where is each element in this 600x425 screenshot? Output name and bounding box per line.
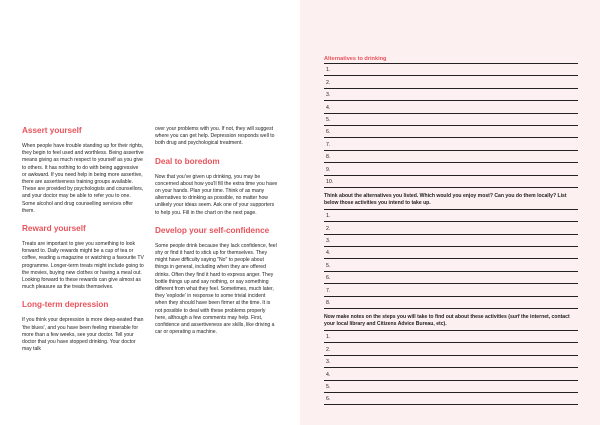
alternative-line[interactable]: [324, 138, 578, 150]
line-number: 10.: [326, 178, 334, 185]
assert-body: When people have trouble standing up for their rights, they begin to feel used and worthless. Being assertive means giving as much respect to yourself as you give to others. It has nothing to do with being aggressive or awkward. If you need help in being more assertive, there are assertiveness training groups available. These are provided by psychologists and counsellors, and your doctor may be able to refer you to one. Some alcohol and drug counselling services offer them.: [22, 143, 144, 214]
activities-list: [324, 210, 578, 309]
alternative-line[interactable]: [324, 101, 578, 113]
alternative-line[interactable]: [324, 89, 578, 101]
activity-line[interactable]: [324, 259, 578, 271]
steps-list: [324, 331, 578, 405]
confidence-heading: Develop your self-confidence: [155, 225, 270, 235]
line-number: 5.: [326, 383, 331, 390]
line-number: 4.: [326, 250, 331, 257]
boredom-heading: Deal to boredom: [155, 156, 220, 166]
depression-body: If you think your depression is more deep-seated than 'the blues', and you have been feeling miserable for more than a few weeks, see your doctor. Tell your doctor that you have stopped drinking. Your doctor may talk: [22, 317, 144, 353]
line-number: 4.: [326, 371, 331, 378]
line-number: 3.: [326, 92, 331, 99]
depression-heading: Long-term depression: [22, 300, 109, 310]
alternative-line[interactable]: [324, 76, 578, 88]
line-number: 8.: [326, 154, 331, 161]
reward-heading: Reward yourself: [22, 224, 86, 234]
assert-heading: Assert yourself: [22, 126, 82, 135]
activity-line[interactable]: [324, 210, 578, 222]
question-steps: Now make notes on the steps you will take to find out about these activities (surf the internet, contact your local library and Citizens Advice Bureau, etc).: [324, 309, 578, 331]
alternative-line[interactable]: [324, 114, 578, 126]
line-number: 3.: [326, 238, 331, 245]
activity-line[interactable]: [324, 297, 578, 309]
step-line[interactable]: [324, 331, 578, 343]
line-number: 2.: [326, 225, 331, 232]
right-page: [300, 0, 600, 425]
line-number: 5.: [326, 262, 331, 269]
right-column: [155, 126, 278, 345]
confidence-body: Some people drink because they lack confidence, feel shy or find it hard to stick up for themselves. They might have difficulty saying "No" to people about things in general, including when they are offered drinks. Often they find it hard to express anger. They bottle things up and say nothing, or say something different from what they feel. Sometimes, much later, they 'explode' in response to some trivial incident when they should have been firmer at the time. It is not possible to deal with these problems properly here, although a few comments may help. First, confidence and assertiveness are skills, like driving a car or operating a machine.: [155, 242, 277, 336]
line-number: 8.: [326, 300, 331, 307]
alternatives-title: Alternatives to drinking: [324, 54, 578, 64]
alternative-line[interactable]: [324, 126, 578, 138]
line-number: 9.: [326, 166, 331, 173]
activity-line[interactable]: [324, 247, 578, 259]
line-number: 5.: [326, 116, 331, 123]
alternative-line[interactable]: [324, 64, 578, 76]
step-line[interactable]: [324, 368, 578, 380]
line-number: 6.: [326, 129, 331, 136]
line-number: 2.: [326, 79, 331, 86]
line-number: 4.: [326, 104, 331, 111]
line-number: 7.: [326, 141, 331, 148]
left-column: [22, 126, 144, 362]
alternative-line[interactable]: [324, 151, 578, 163]
activity-line[interactable]: [324, 235, 578, 247]
step-line[interactable]: [324, 343, 578, 355]
activity-line[interactable]: [324, 272, 578, 284]
activity-line[interactable]: [324, 284, 578, 296]
step-line[interactable]: [324, 381, 578, 393]
worksheet: [324, 54, 578, 405]
line-number: 1.: [326, 334, 331, 341]
step-line[interactable]: [324, 356, 578, 368]
line-number: 6.: [326, 396, 331, 403]
alternative-line[interactable]: [324, 163, 578, 175]
line-number: 1.: [326, 213, 331, 220]
boredom-body: Now that you've given up drinking, you may be concerned about how you'll fill the extra time you have on your hands. Plan your time. Think of as many alternatives to drinking as possible, no matter how unlikely your ideas seem. Ask one of your supporters to help you. Fill in the chart on the next page.: [155, 173, 278, 216]
line-number: 2.: [326, 346, 331, 353]
question-activities: Think about the alternatives you listed. Which would you enjoy most? Can you do them locally? List below those activities you intend to take up.: [324, 188, 578, 210]
alternative-line[interactable]: [324, 176, 578, 188]
line-number: 6.: [326, 275, 331, 282]
line-number: 3.: [326, 359, 331, 366]
depression-body-cont: over your problems with you. If not, they will suggest where you can get help. Depression responds well to both drug and psychological treatment.: [155, 126, 275, 147]
reward-body: Treats are important to give you something to look forward to. Daily rewards might be a cup of tea or coffee, reading a magazine or watching a favourite TV programme. Longer-term treats might include going to the movies, buying new clothes or having a meal out. Looking forward to these rewards can give almost as much pleasure as the treats themselves.: [22, 241, 144, 291]
step-line[interactable]: [324, 393, 578, 405]
activity-line[interactable]: [324, 222, 578, 234]
line-number: 1.: [326, 67, 331, 74]
line-number: 7.: [326, 287, 331, 294]
alternatives-list: [324, 64, 578, 188]
